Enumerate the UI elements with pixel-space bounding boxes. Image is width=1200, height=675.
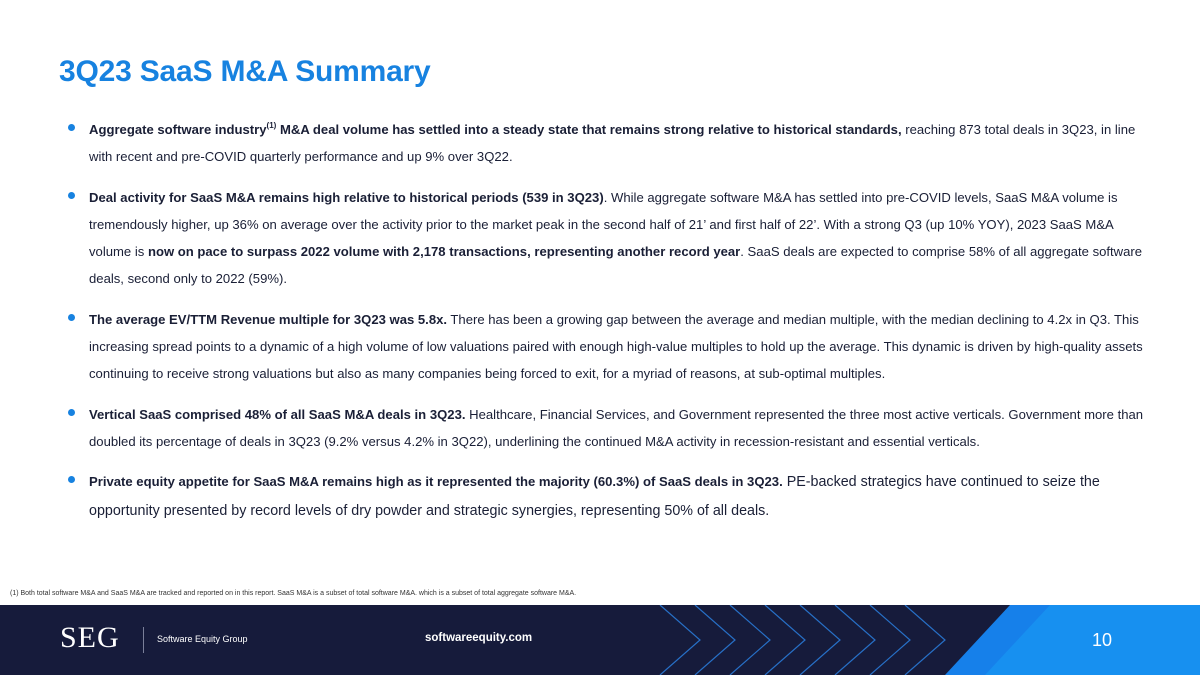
bullet-body: . While aggregate software M&A has settled into pre-COVID levels, SaaS M&A volume is tremendously higher, up 36% on average over the activity prior to the market peak in the second half of 21’ and first half of 22’. With a strong Q3 (up 10% YOY), 2023 SaaS M&A volume is — [89, 189, 1118, 260]
bullet-text — [89, 306, 1146, 388]
bullet-item-saas-deal-activity — [66, 184, 1146, 293]
bullet-dot-icon — [68, 476, 75, 483]
bullet-text — [89, 116, 1146, 171]
website-link[interactable]: softwareequity.com — [425, 632, 533, 644]
bullet-item-vertical-saas — [66, 401, 1146, 456]
bullet-bold-lead: Vertical SaaS comprised 48% of all SaaS M&A deals in 3Q23. — [89, 406, 466, 422]
footer-bar — [0, 605, 1200, 675]
page-title: 3Q23 SaaS M&A Summary — [59, 55, 431, 88]
page-number: 10 — [1092, 630, 1113, 650]
bullet-item-software-industry — [66, 116, 1146, 171]
summary-bullet-list — [66, 116, 1146, 538]
bullet-bold-lead: Deal activity for SaaS M&A remains high relative to historical periods (539 in 3Q23) — [89, 189, 604, 205]
bullet-bold-highlight: now on pace to surpass 2022 volume with 2,178 transactions, representing another record year — [147, 244, 741, 260]
bullet-bold-lead-cont: M&A deal volume has settled into a steady state that remains strong relative to historical standards, — [276, 122, 902, 137]
bullet-body: Healthcare, Financial Services, and Government represented the three most active verticals. Government more than doubled its percentage of deals in 3Q23 (9.2% versus 4.2% in 3Q22), underlining the continued M&A activity in recession-resistant and essential verticals. — [89, 406, 1144, 449]
seg-logo: SEG — [60, 621, 120, 654]
bullet-body: reaching 873 total deals in 3Q23, in line with recent and pre-COVID quarterly performance and up 9% over 3Q22. — [89, 122, 1136, 165]
logo-company-name: Software Equity Group — [157, 634, 248, 644]
bullet-body: There has been a growing gap between the average and median multiple, with the median declining to 4.2x in Q3. This increasing spread points to a dynamic of a high volume of low valuations paired with enough high-value multiples to hold up the average. This dynamic is driven by high-quality assets continuing to receive strong valuations but also as many companies being forced to exit, for a myriad of reasons, at sub-optimal multiples. — [89, 311, 1143, 382]
bullet-item-ev-revenue-multiple — [66, 306, 1146, 388]
bullet-text — [89, 401, 1146, 456]
bullet-body: PE-backed strategics have continued to seize the opportunity presented by record levels of dry powder and strategic synergies, representing 50% of all deals. — [89, 474, 1100, 519]
bullet-dot-icon — [68, 409, 75, 416]
bullet-text — [89, 468, 1146, 525]
bullet-bold-lead: The average EV/TTM Revenue multiple for 3Q23 was 5.8x. — [89, 311, 448, 327]
bullet-dot-icon — [68, 314, 75, 321]
bullet-item-private-equity — [66, 468, 1146, 525]
bullet-dot-icon — [68, 124, 75, 131]
bullet-text — [89, 184, 1146, 293]
footnote-marker: (1) — [266, 120, 277, 130]
bullet-body-end: . SaaS deals are expected to comprise 58% of all aggregate software deals, second only to 2022 (59%). — [89, 244, 1143, 287]
bullet-bold-lead: Private equity appetite for SaaS M&A remains high as it represented the majority (60.3%) of SaaS deals in 3Q23. — [89, 474, 783, 490]
bullet-dot-icon — [68, 192, 75, 199]
logo-divider — [143, 627, 144, 653]
bullet-bold-lead: Aggregate software industry — [89, 122, 267, 137]
footnote: (1) Both total software M&A and SaaS M&A are tracked and reported on in this report. SaaS M&A is a subset of total software M&A. which is a subset of total aggregate software M&A. — [10, 590, 577, 597]
